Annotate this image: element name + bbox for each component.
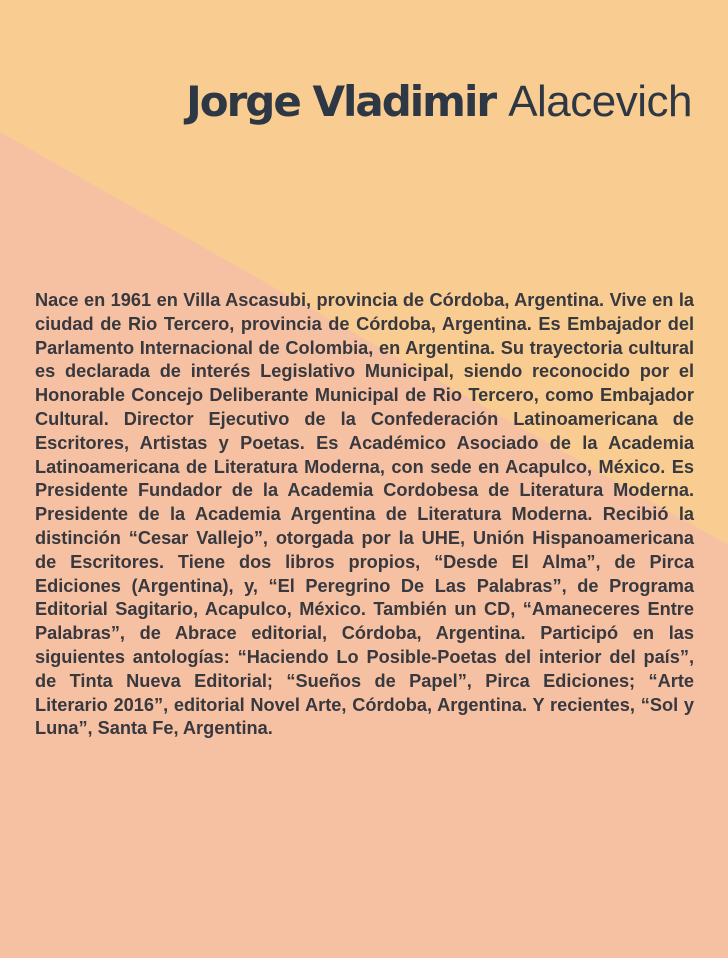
title-first-names: Jorge Vladimir xyxy=(186,77,496,126)
page-title xyxy=(186,74,692,130)
title-surname: Alacevich xyxy=(508,77,692,126)
biography-text: Nace en 1961 en Villa Ascasubi, provincia de Córdoba, Argentina. Vive en la ciudad de Rio Tercero, provincia de Córdoba, Argentina. Es Embajador del Parlamento Internacional de Colombia, en Argentina. Su trayectoria cultural es declarada de interés Legislativo Municipal, siendo reconocido por el Honorable Concejo Deliberante Municipal de Rio Tercero, como Embajador Cultural. Director Ejecutivo de la Confederación Latinoamericana de Escritores, Artistas y Poetas. Es Académico Asociado de la Academia Latinoamericana de Literatura Moderna, con sede en Acapulco, México. Es Presidente Fundador de la Academia Cordobesa de Literatura Moderna. Presidente de la Academia Argentina de Literatura Moderna. Recibió la distinción “Cesar Vallejo”, otorgada por la UHE, Unión Hispanoamericana de Escritores. Tiene dos libros propios, “Desde El Alma”, de Pirca Ediciones (Argentina), y, “El Peregrino De Las Palabras”, de Programa Editorial Sagitario, Acapulco, México. También un CD, “Amaneceres Entre Palabras”, de Abrace editorial, Córdoba, Argentina. Participó en las siguientes antologías: “Haciendo Lo Posible-Poetas del interior del país”, de Tinta Nueva Editorial; “Sueños de Papel”, Pirca Ediciones; “Arte Literario 2016”, editorial Novel Arte, Córdoba, Argentina. Y recientes, “Sol y Luna”, Santa Fe, Argentina. xyxy=(35,290,694,739)
